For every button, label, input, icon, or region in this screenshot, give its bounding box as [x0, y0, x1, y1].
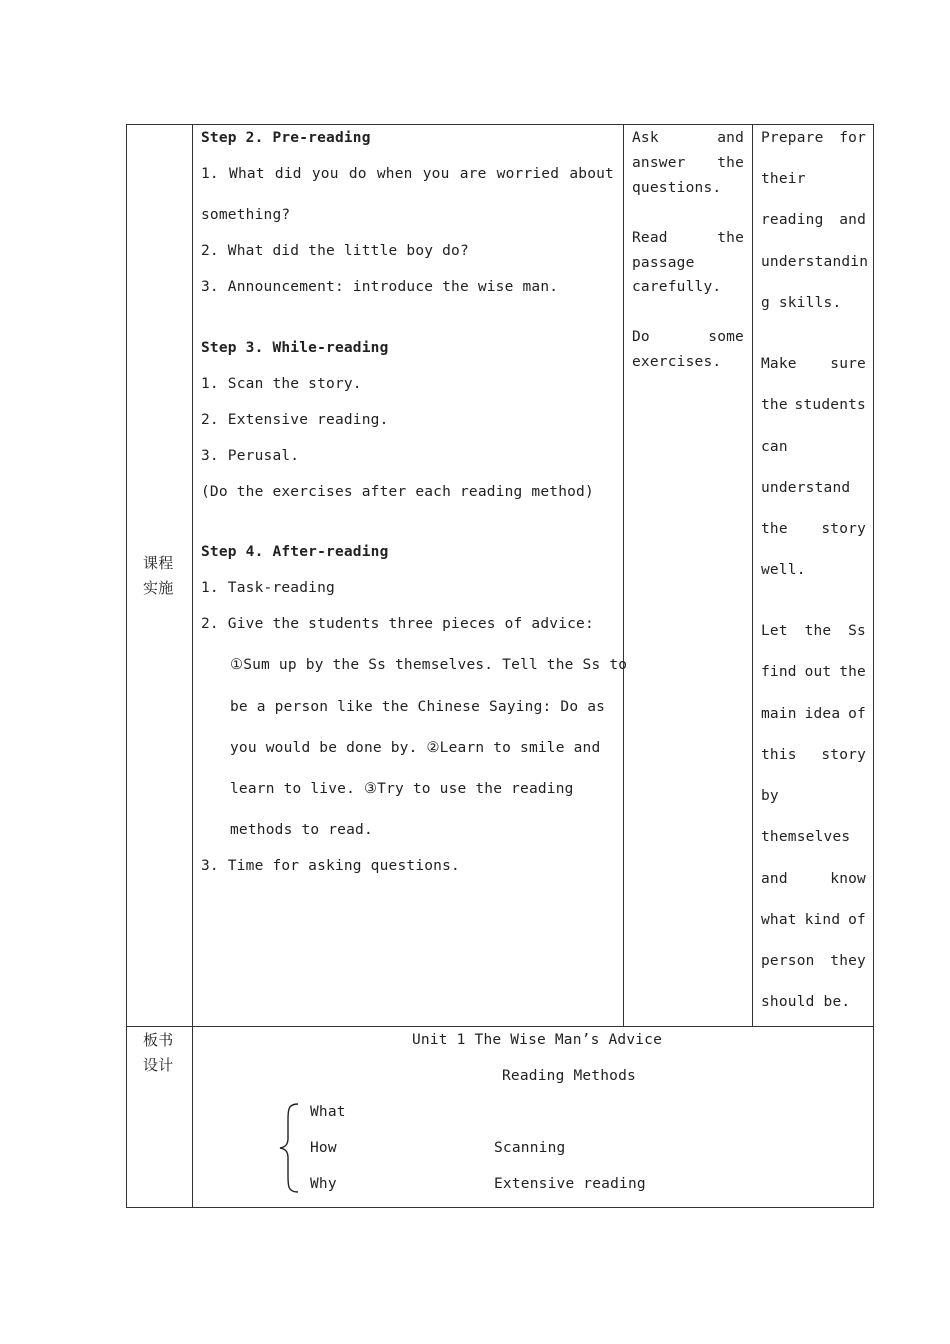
board-right-item: Scanning [494, 1140, 566, 1156]
word: Ss [848, 623, 866, 639]
word: worried [496, 166, 560, 182]
word: they [830, 953, 866, 969]
purpose-line [761, 663, 866, 681]
board-right-item: Extensive reading [494, 1176, 646, 1192]
word: are [459, 166, 487, 182]
purpose-line [761, 870, 866, 888]
purpose-line [761, 705, 866, 723]
row2-label-line2: 设计 [143, 1056, 174, 1074]
row1-label-line2: 实施 [143, 579, 174, 597]
activity-line: questions. [632, 180, 722, 196]
word: story [821, 747, 866, 763]
step2-title: Step 2. Pre-reading [201, 130, 371, 146]
word: idea [804, 706, 841, 722]
word: you [311, 166, 339, 182]
advice-line-1: ①Sum up by the Ss themselves. Tell the Ss to [230, 657, 628, 673]
purpose-line: g skills. [761, 295, 842, 311]
word: the [761, 397, 788, 413]
word: of [848, 912, 866, 928]
word: find [761, 664, 797, 680]
purpose-line: themselves [761, 829, 851, 845]
word: and [761, 871, 788, 887]
step4-item2: 2. Give the students three pieces of advice: [201, 616, 594, 632]
word: person [761, 953, 815, 969]
word: answer [632, 155, 686, 171]
activity-line [632, 154, 744, 172]
word: story [821, 521, 866, 537]
step4-item3: 3. Time for asking questions. [201, 858, 460, 874]
purpose-line: well. [761, 562, 806, 578]
activity-line [632, 129, 744, 147]
word: what [761, 912, 797, 928]
word: about [569, 166, 614, 182]
activity-line: passage [632, 255, 695, 271]
word: this [761, 747, 797, 763]
step2-item2: 2. What did the little boy do? [201, 243, 469, 259]
word: students [794, 397, 866, 413]
word: did [274, 166, 302, 182]
word: Let [761, 623, 788, 639]
purpose-line [761, 396, 866, 414]
word: out [804, 664, 832, 680]
purpose-line: can [761, 439, 788, 455]
word: when [376, 166, 413, 182]
word: sure [830, 356, 866, 372]
purpose-line: their [761, 171, 806, 187]
word: Make [761, 356, 797, 372]
purpose-line: understandin [761, 254, 869, 270]
advice-line-2: be a person like the Chinese Saying: Do as [230, 699, 606, 715]
word: and [717, 130, 744, 146]
row2-label-line1: 板书 [143, 1031, 174, 1049]
word: the [839, 664, 866, 680]
row1-label-line1: 课程 [143, 554, 174, 572]
step3-title: Step 3. While-reading [201, 340, 389, 356]
word: the [761, 521, 788, 537]
purpose-line [761, 211, 866, 229]
word: know [830, 871, 866, 887]
board-left-item: How [310, 1140, 337, 1156]
step2-item1-line2: something? [201, 207, 291, 223]
purpose-line: understand [761, 480, 851, 496]
advice-line-4: learn to live. ③Try to use the reading [230, 781, 574, 797]
step3-item3: 3. Perusal. [201, 448, 300, 464]
advice-line-5: methods to read. [230, 822, 373, 838]
word: some [708, 329, 744, 345]
curly-brace-icon [276, 1100, 302, 1196]
purpose-line: should be. [761, 994, 851, 1010]
word: What [229, 166, 265, 182]
activity-line: carefully. [632, 279, 722, 295]
word: Prepare [761, 130, 824, 146]
board-subtitle: Reading Methods [502, 1068, 636, 1084]
purpose-line: by [761, 788, 779, 804]
word: 1. [201, 166, 219, 182]
word: the [804, 623, 832, 639]
word: main [761, 706, 797, 722]
activity-column-divider [623, 124, 624, 1026]
purpose-line [761, 911, 866, 929]
board-left-item: What [310, 1104, 346, 1120]
step3-item2: 2. Extensive reading. [201, 412, 389, 428]
board-title: Unit 1 The Wise Man’s Advice [412, 1032, 663, 1048]
activity-line [632, 229, 744, 247]
activity-line [632, 328, 744, 346]
word: the [717, 230, 744, 246]
purpose-line [761, 520, 866, 538]
word: you [422, 166, 450, 182]
step4-title: Step 4. After-reading [201, 544, 389, 560]
word: reading [761, 212, 824, 228]
word: and [839, 212, 866, 228]
word: Read [632, 230, 668, 246]
step2-item1-line1 [201, 165, 614, 183]
label-column-divider [192, 124, 193, 1208]
word: Ask [632, 130, 659, 146]
word: the [717, 155, 744, 171]
step4-item1: 1. Task-reading [201, 580, 335, 596]
purpose-column-divider [752, 124, 753, 1026]
activity-line: exercises. [632, 354, 722, 370]
step3-item1: 1. Scan the story. [201, 376, 362, 392]
purpose-line [761, 746, 866, 764]
purpose-line [761, 355, 866, 373]
step3-note: (Do the exercises after each reading method) [201, 484, 594, 500]
word: Do [632, 329, 650, 345]
purpose-line [761, 622, 866, 640]
word: of [848, 706, 866, 722]
word: do [348, 166, 367, 182]
purpose-line [761, 129, 866, 147]
row-divider [126, 1026, 874, 1027]
word: kind [804, 912, 841, 928]
purpose-line [761, 952, 866, 970]
step2-item3: 3. Announcement: introduce the wise man. [201, 279, 559, 295]
board-left-item: Why [310, 1176, 337, 1192]
advice-line-3: you would be done by. ②Learn to smile and [230, 740, 601, 756]
word: for [839, 130, 866, 146]
